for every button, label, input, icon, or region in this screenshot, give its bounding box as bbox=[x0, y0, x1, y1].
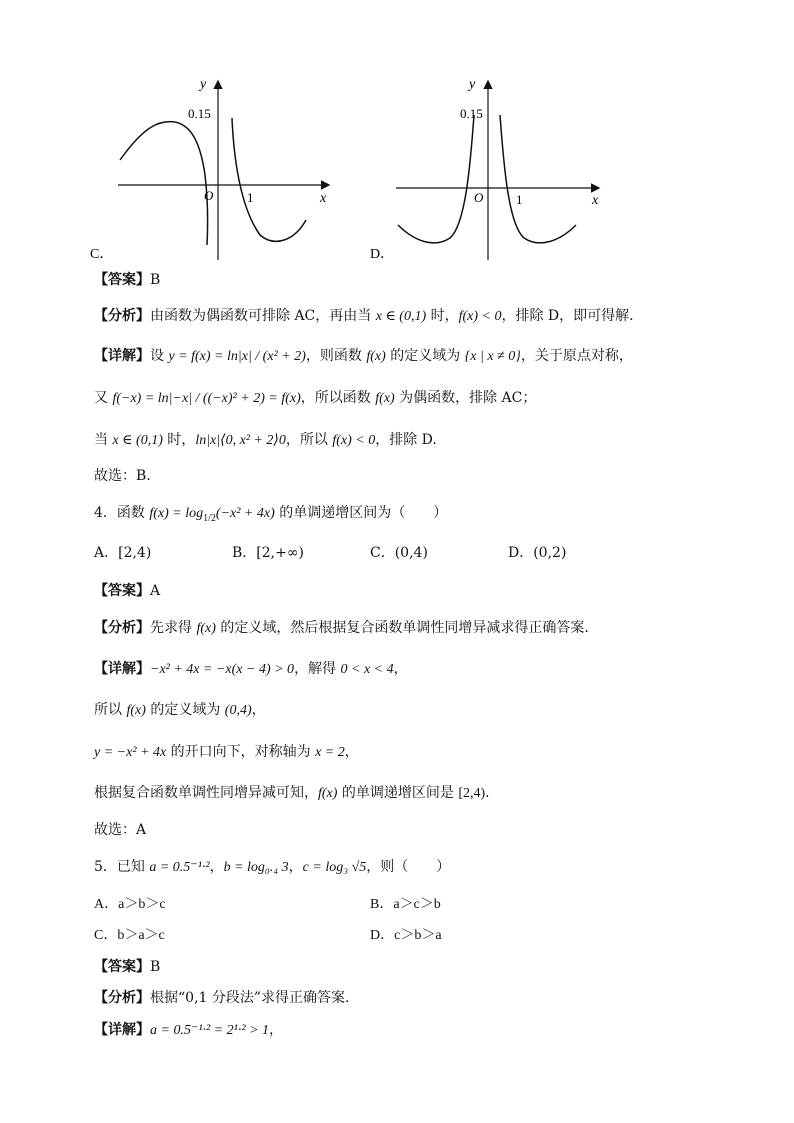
detail-tag: 【详解】 bbox=[94, 1022, 150, 1038]
detail-tag: 【详解】 bbox=[94, 348, 150, 364]
text: 又 bbox=[94, 390, 113, 406]
math: y = f(x) = ln|x| / (x² + 2) bbox=[168, 349, 306, 364]
q3-detail-1 bbox=[94, 346, 633, 367]
text: 设 bbox=[150, 348, 169, 364]
math: f(x) < 0 bbox=[458, 309, 502, 324]
text: ，所以 bbox=[285, 432, 333, 448]
text: ，关于原点对称， bbox=[520, 348, 633, 364]
text: 的定义域为 bbox=[145, 702, 225, 718]
text: ，排除 D. bbox=[375, 432, 437, 448]
curve-right bbox=[232, 118, 306, 241]
text: 5．已知 bbox=[94, 859, 150, 875]
answer-value: B bbox=[150, 272, 161, 288]
detail-tag: 【详解】 bbox=[94, 661, 150, 677]
text: 由函数为偶函数可排除 AC，再由当 bbox=[150, 308, 376, 324]
q4-detail-1 bbox=[94, 659, 408, 680]
q5-detail bbox=[94, 1020, 283, 1041]
text: 根据“0,1 分段法”求得正确答案. bbox=[150, 990, 350, 1006]
y-label: y bbox=[200, 77, 207, 92]
text: ， bbox=[288, 859, 303, 875]
q4-option-d[interactable]: D．(0,2) bbox=[508, 545, 567, 561]
math: −x² + 4x = −x(x − 4) > 0 bbox=[150, 662, 295, 677]
text: 所以 bbox=[94, 702, 127, 718]
q5-stem bbox=[94, 857, 450, 878]
q5-option-d[interactable]: D．c＞b＞a bbox=[370, 928, 442, 943]
math: 0 < x < 4 bbox=[340, 662, 394, 677]
math: f(x) bbox=[318, 786, 338, 801]
math: b = log₀.₄ 3 bbox=[223, 860, 289, 875]
x-label: x bbox=[592, 193, 599, 208]
option-letter-d: D． bbox=[370, 247, 395, 262]
math: f(x) bbox=[196, 621, 216, 636]
answer-tag: 【答案】 bbox=[94, 272, 150, 288]
text: 的单调递增区间是 bbox=[337, 785, 459, 801]
analysis-tag: 【分析】 bbox=[94, 308, 150, 324]
q4-conclusion: 故选：A bbox=[94, 822, 147, 838]
math: x ∈ (0,1) bbox=[112, 433, 163, 448]
q3-detail-2 bbox=[94, 388, 536, 409]
math: x = 2 bbox=[315, 745, 345, 760]
math: f(−x) = ln|−x| / ((−x)² + 2) = f(x) bbox=[112, 391, 301, 406]
math: f(x) < 0 bbox=[332, 433, 376, 448]
curve-left bbox=[120, 122, 208, 245]
tick-y-label: 0.15 bbox=[460, 106, 483, 121]
q3-answer bbox=[94, 270, 160, 290]
q5-option-a[interactable]: A．a＞b＞c bbox=[94, 897, 166, 912]
q5-answer bbox=[94, 957, 160, 977]
math: {x | x ≠ 0} bbox=[464, 349, 521, 364]
q4-analysis bbox=[94, 618, 589, 639]
q4-detail-2 bbox=[94, 700, 266, 721]
answer-tag: 【答案】 bbox=[94, 959, 150, 975]
text: ，则函数 bbox=[305, 348, 367, 364]
q5-option-b[interactable]: B．a＞c＞b bbox=[370, 897, 441, 912]
text: ， bbox=[209, 859, 224, 875]
q4-option-b[interactable]: B．[2,+∞) bbox=[232, 545, 304, 561]
text: 的定义域，然后根据复合函数单调性同增异减求得正确答案. bbox=[215, 620, 589, 636]
text: ， bbox=[269, 1022, 284, 1038]
math: f(x) bbox=[126, 703, 146, 718]
text: 时， bbox=[426, 308, 459, 324]
text: . bbox=[485, 785, 490, 801]
q5-analysis bbox=[94, 988, 349, 1008]
math: x ∈ (0,1) bbox=[375, 309, 427, 324]
analysis-tag: 【分析】 bbox=[94, 990, 150, 1006]
math: a = 0.5⁻¹·² = 2¹·² > 1 bbox=[150, 1023, 270, 1038]
q4-option-a[interactable]: A．[2,4) bbox=[94, 545, 152, 561]
q4-stem bbox=[94, 503, 447, 529]
q5-option-c[interactable]: C．b＞a＞c bbox=[94, 928, 165, 943]
text: 的开口向下，对称轴为 bbox=[166, 744, 316, 760]
q4-answer bbox=[94, 581, 160, 601]
origin-label: O bbox=[474, 190, 484, 205]
math: f(x) bbox=[366, 349, 386, 364]
answer-value: B bbox=[150, 959, 161, 975]
math: f(x) bbox=[375, 391, 395, 406]
text: 的单调递增区间为（ ） bbox=[274, 505, 448, 521]
text: ，解得 bbox=[294, 661, 341, 677]
q4-option-c[interactable]: C．(0,4) bbox=[370, 545, 428, 561]
q4-detail-3 bbox=[94, 742, 359, 763]
math: (0,4) bbox=[224, 703, 252, 718]
q3-conclusion: 故选：B. bbox=[94, 468, 151, 484]
text: ，则（ ） bbox=[366, 859, 451, 875]
text: ，排除 D，即可得解. bbox=[501, 308, 634, 324]
text: 4．函数 bbox=[94, 505, 150, 521]
tick-x-label: 1 bbox=[247, 190, 254, 205]
y-label: y bbox=[469, 77, 476, 92]
text: 的定义域为 bbox=[385, 348, 465, 364]
text: 先求得 bbox=[150, 620, 197, 636]
tick-y-label: 0.15 bbox=[188, 106, 211, 121]
text: 时， bbox=[162, 432, 196, 448]
text: ，所以函数 bbox=[300, 390, 376, 406]
text: 根据复合函数单调性同增异减可知， bbox=[94, 785, 318, 801]
math: y = −x² + 4x bbox=[94, 745, 167, 760]
curve-right bbox=[500, 115, 576, 243]
text: 为偶函数，排除 AC； bbox=[394, 390, 537, 406]
curve-left bbox=[398, 115, 474, 243]
answer-value: A bbox=[150, 583, 161, 599]
log-base: 1/2 bbox=[203, 512, 216, 524]
x-label: x bbox=[320, 191, 327, 206]
math: [2,4) bbox=[458, 786, 486, 801]
tick-x-label: 1 bbox=[516, 192, 523, 207]
origin-label: O bbox=[204, 188, 214, 203]
answer-tag: 【答案】 bbox=[94, 583, 150, 599]
q3-analysis bbox=[94, 306, 634, 327]
q3-detail-3 bbox=[94, 430, 437, 451]
q4-detail-4 bbox=[94, 783, 490, 804]
text: ， bbox=[251, 702, 266, 718]
graph-c bbox=[90, 70, 340, 265]
text: ， bbox=[393, 661, 408, 677]
math: ln|x|⟨0, x² + 2⟩0 bbox=[195, 433, 286, 448]
math: a = 0.5⁻¹·² bbox=[149, 860, 210, 875]
analysis-tag: 【分析】 bbox=[94, 620, 150, 636]
option-letter-c: C． bbox=[90, 247, 114, 262]
text: ， bbox=[344, 744, 359, 760]
text: 当 bbox=[94, 432, 113, 448]
math: (−x² + 4x) bbox=[215, 506, 275, 521]
math: c = log₃ √5 bbox=[302, 860, 367, 875]
math: f(x) = log bbox=[149, 506, 204, 521]
graph-d bbox=[370, 70, 620, 265]
